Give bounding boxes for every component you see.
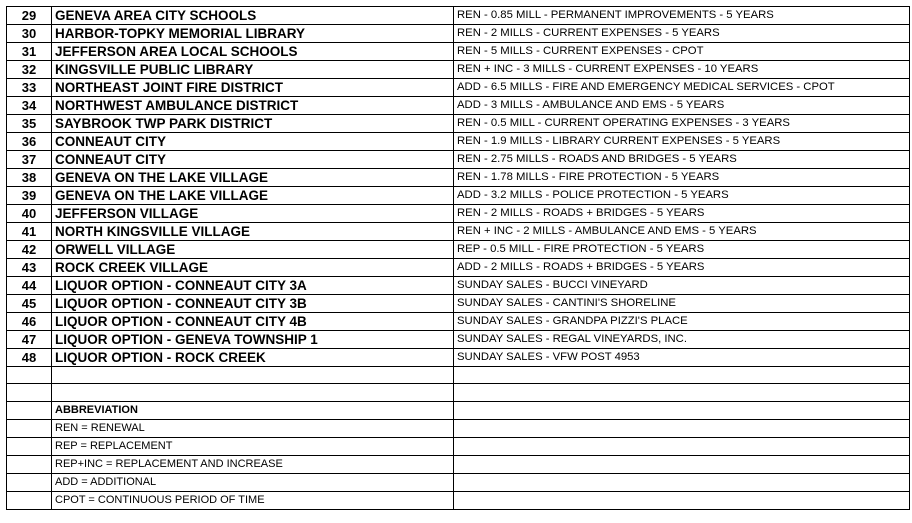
issue-name: LIQUOR OPTION - ROCK CREEK (52, 349, 454, 367)
blank-cell (454, 419, 910, 437)
issue-name: GENEVA ON THE LAKE VILLAGE (52, 169, 454, 187)
blank-row (7, 384, 910, 401)
issue-description: REN - 2.75 MILLS - ROADS AND BRIDGES - 5 YEARS (454, 151, 910, 169)
issue-description: ADD - 6.5 MILLS - FIRE AND EMERGENCY MEDICAL SERVICES - CPOT (454, 79, 910, 97)
issue-row (7, 241, 910, 259)
blank-cell (7, 401, 52, 419)
issue-row (7, 97, 910, 115)
issue-row (7, 115, 910, 133)
issue-name: KINGSVILLE PUBLIC LIBRARY (52, 61, 454, 79)
issue-name: NORTH KINGSVILLE VILLAGE (52, 223, 454, 241)
issue-description: REN - 2 MILLS - ROADS + BRIDGES - 5 YEARS (454, 205, 910, 223)
blank-cell (7, 419, 52, 437)
blank-rows (7, 367, 910, 402)
abbreviation-legend (7, 401, 910, 509)
issue-name: LIQUOR OPTION - CONNEAUT CITY 3A (52, 277, 454, 295)
issue-row (7, 187, 910, 205)
issue-name: CONNEAUT CITY (52, 133, 454, 151)
issue-description: REN - 1.9 MILLS - LIBRARY CURRENT EXPENSES - 5 YEARS (454, 133, 910, 151)
issue-number: 48 (7, 349, 52, 367)
blank-cell (454, 473, 910, 491)
issue-name: GENEVA AREA CITY SCHOOLS (52, 7, 454, 25)
issue-name: NORTHWEST AMBULANCE DISTRICT (52, 97, 454, 115)
issue-number: 39 (7, 187, 52, 205)
issue-name: LIQUOR OPTION - GENEVA TOWNSHIP 1 (52, 331, 454, 349)
blank-cell (7, 384, 52, 401)
issue-name: CONNEAUT CITY (52, 151, 454, 169)
issue-description: ADD - 2 MILLS - ROADS + BRIDGES - 5 YEARS (454, 259, 910, 277)
issue-name: HARBOR-TOPKY MEMORIAL LIBRARY (52, 25, 454, 43)
issue-row (7, 205, 910, 223)
issue-row (7, 259, 910, 277)
issue-number: 30 (7, 25, 52, 43)
issue-number: 34 (7, 97, 52, 115)
issue-name: JEFFERSON AREA LOCAL SCHOOLS (52, 43, 454, 61)
issue-name: JEFFERSON VILLAGE (52, 205, 454, 223)
blank-cell (52, 367, 454, 384)
abbreviation-item: ADD = ADDITIONAL (52, 473, 454, 491)
issue-row (7, 151, 910, 169)
issue-description: REN + INC - 2 MILLS - AMBULANCE AND EMS - 5 YEARS (454, 223, 910, 241)
abbreviation-row (7, 437, 910, 455)
abbreviation-item: REN = RENEWAL (52, 419, 454, 437)
abbreviation-item: REP = REPLACEMENT (52, 437, 454, 455)
issue-row (7, 133, 910, 151)
abbreviation-row (7, 491, 910, 509)
issue-number: 29 (7, 7, 52, 25)
abbreviation-heading-row (7, 401, 910, 419)
issue-name: GENEVA ON THE LAKE VILLAGE (52, 187, 454, 205)
issue-name: ORWELL VILLAGE (52, 241, 454, 259)
issue-name: LIQUOR OPTION - CONNEAUT CITY 4B (52, 313, 454, 331)
issue-number: 36 (7, 133, 52, 151)
blank-cell (7, 455, 52, 473)
blank-cell (7, 437, 52, 455)
issue-row (7, 25, 910, 43)
issue-number: 42 (7, 241, 52, 259)
issue-row (7, 61, 910, 79)
blank-cell (454, 384, 910, 401)
issue-number: 46 (7, 313, 52, 331)
blank-cell (454, 455, 910, 473)
issue-number: 37 (7, 151, 52, 169)
issue-description: REN - 1.78 MILLS - FIRE PROTECTION - 5 YEARS (454, 169, 910, 187)
blank-cell (7, 367, 52, 384)
issue-description: REP - 0.5 MILL - FIRE PROTECTION - 5 YEARS (454, 241, 910, 259)
blank-row (7, 367, 910, 384)
issue-number: 32 (7, 61, 52, 79)
issue-row (7, 295, 910, 313)
issue-number: 41 (7, 223, 52, 241)
issue-row (7, 169, 910, 187)
abbreviation-row (7, 473, 910, 491)
blank-cell (454, 437, 910, 455)
blank-cell (7, 491, 52, 509)
issue-name: ROCK CREEK VILLAGE (52, 259, 454, 277)
issue-number: 33 (7, 79, 52, 97)
issue-name: SAYBROOK TWP PARK DISTRICT (52, 115, 454, 133)
blank-cell (7, 473, 52, 491)
blank-cell (454, 491, 910, 509)
issue-number: 31 (7, 43, 52, 61)
issue-row (7, 7, 910, 25)
issue-name: NORTHEAST JOINT FIRE DISTRICT (52, 79, 454, 97)
abbreviation-item: CPOT = CONTINUOUS PERIOD OF TIME (52, 491, 454, 509)
issue-description: ADD - 3.2 MILLS - POLICE PROTECTION - 5 YEARS (454, 187, 910, 205)
issue-description: REN - 5 MILLS - CURRENT EXPENSES - CPOT (454, 43, 910, 61)
blank-cell (454, 367, 910, 384)
issue-description: REN - 0.5 MILL - CURRENT OPERATING EXPENSES - 3 YEARS (454, 115, 910, 133)
issue-row (7, 349, 910, 367)
issues-body (7, 7, 910, 367)
issue-row (7, 79, 910, 97)
issue-description: SUNDAY SALES - BUCCI VINEYARD (454, 277, 910, 295)
issue-row (7, 313, 910, 331)
issue-row (7, 223, 910, 241)
issue-row (7, 43, 910, 61)
issue-description: SUNDAY SALES - REGAL VINEYARDS, INC. (454, 331, 910, 349)
issue-description: REN - 0.85 MILL - PERMANENT IMPROVEMENTS - 5 YEARS (454, 7, 910, 25)
issue-description: ADD - 3 MILLS - AMBULANCE AND EMS - 5 YEARS (454, 97, 910, 115)
abbreviation-item: REP+INC = REPLACEMENT AND INCREASE (52, 455, 454, 473)
issue-description: SUNDAY SALES - VFW POST 4953 (454, 349, 910, 367)
issue-row (7, 331, 910, 349)
ballot-issues-table (6, 6, 910, 510)
blank-cell (454, 401, 910, 419)
issue-number: 43 (7, 259, 52, 277)
issue-row (7, 277, 910, 295)
abbreviation-row (7, 419, 910, 437)
blank-cell (52, 384, 454, 401)
issue-number: 44 (7, 277, 52, 295)
issue-name: LIQUOR OPTION - CONNEAUT CITY 3B (52, 295, 454, 313)
issue-description: REN + INC - 3 MILLS - CURRENT EXPENSES - 10 YEARS (454, 61, 910, 79)
abbreviation-heading: ABBREVIATION (52, 401, 454, 419)
issue-number: 38 (7, 169, 52, 187)
issue-number: 35 (7, 115, 52, 133)
issue-description: REN - 2 MILLS - CURRENT EXPENSES - 5 YEARS (454, 25, 910, 43)
issue-description: SUNDAY SALES - CANTINI'S SHORELINE (454, 295, 910, 313)
abbreviation-row (7, 455, 910, 473)
issue-number: 45 (7, 295, 52, 313)
issue-description: SUNDAY SALES - GRANDPA PIZZI'S PLACE (454, 313, 910, 331)
issue-number: 47 (7, 331, 52, 349)
issue-number: 40 (7, 205, 52, 223)
